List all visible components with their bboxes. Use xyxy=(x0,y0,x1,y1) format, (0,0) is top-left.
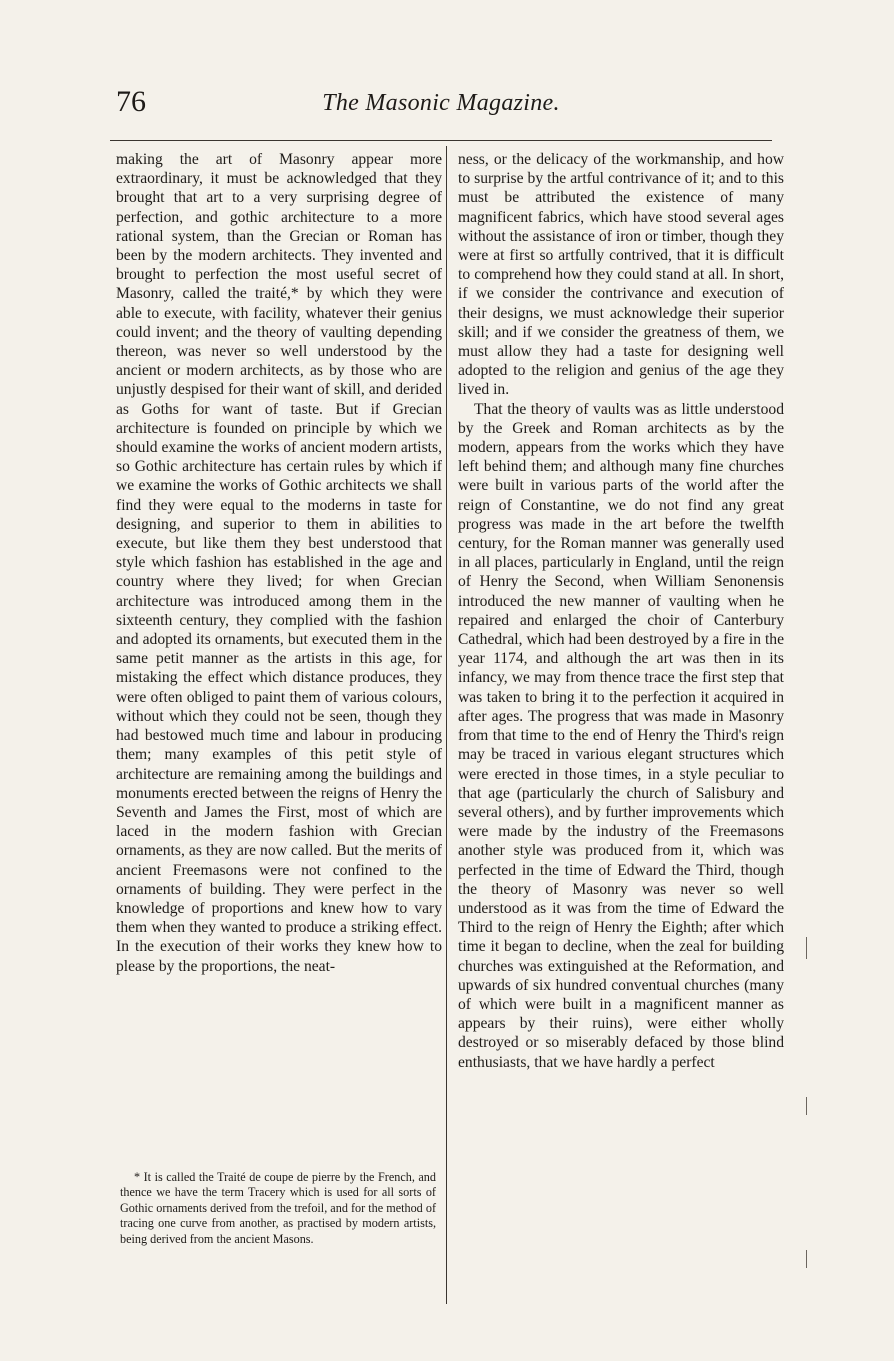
margin-mark xyxy=(806,937,807,959)
page-header xyxy=(110,82,772,128)
margin-mark xyxy=(806,1097,807,1115)
margin-mark xyxy=(806,1250,807,1268)
left-column xyxy=(116,150,442,976)
page-number: 76 xyxy=(116,85,146,118)
header-rule xyxy=(110,140,772,141)
footnote: * It is called the Traité de coupe de pierre by the French, and thence we have the term Tracery which is used for all sorts of Gothic ornaments derived from the trefoil, and for the method of tracing one curve from another, as practised by modern artists, being derived from the ancient Masons. xyxy=(120,1170,436,1246)
column-divider xyxy=(446,146,447,1304)
right-column xyxy=(458,150,784,1072)
right-paragraph-2: That the theory of vaults was as little understood by the Greek and Roman architects as by the modern, appears from the works which they have left behind them; and although many fine churches were built in various parts of the world after the reign of Constantine, we do not find any great progress was made in the art before the twelfth century, for the Roman manner was generally used in all places, particularly in England, until the reign of Henry the Second, when William Senonensis introduced the new manner of vaulting when he repaired and enlarged the choir of Canterbury Cathedral, which had been destroyed by a fire in the year 1174, and although the art was then in its infancy, we may from thence trace the first step that was taken to bring it to the perfection it acquired in after ages. The progress that was made in Masonry from that time to the end of Henry the Third's reign may be traced in various elegant structures which were erected in those times, in a style peculiar to that age (particularly the church of Salisbury and several others), and by further improvements which were made by the industry of the Freemasons another style was produced from it, which was perfected in the time of Edward the Third, though the theory of Masonry was never so well understood as it was from the time of Edward the Third to the reign of Henry the Eighth; after which time it began to decline, when the zeal for building churches was extinguished at the Reformation, and upwards of six hundred conventual churches (many of which were built in a magnificent manner as appears by their ruins), were either wholly destroyed or so miserably defaced by those blind enthusiasts, that we have hardly a perfect xyxy=(458,400,784,1071)
left-paragraph: making the art of Masonry appear more extraordinary, it must be acknowledged that they brought that art to a very surprising degree of perfection, and gothic architecture to a more rational system, than the Grecian or Roman has been by the modern architects. They invented and brought to perfection the most useful secret of Masonry, called the traité,* by which they were able to execute, with facility, whatever their genius could invent; and the theory of vaulting depending thereon, was never so well understood by the ancient or modern architects, as by those who are unjustly despised for their want of skill, and derided as Goths for want of taste. But if Grecian architecture is founded on principle by which we should examine the works of ancient modern artists, so Gothic architecture has certain rules by which if we examine the works of Gothic architects we shall find they were equal to the moderns in taste for designing, and superior to them in abilities to execute, but like them they best understood that style which fashion has established in the age and country where they lived; for when Grecian architecture was introduced among them in the sixteenth century, they complied with the fashion and adopted its ornaments, but executed them in the same petit manner as the artists in this age, for mistaking the effect which distance produces, they were often obliged to paint them of various colours, without which they could not be seen, though they had bestowed much time and labour in producing them; many examples of this petit style of architecture are remaining among the buildings and monuments erected between the reigns of Henry the Seventh and James the First, most of which are laced in the modern fashion with Grecian ornaments, as they are now called. But the merits of ancient Freemasons were not confined to the ornaments of building. They were perfect in the knowledge of proportions and knew how to vary them when they wanted to produce a striking effect. In the execution of their works they knew how to please by the proportions, the neat- xyxy=(116,151,442,975)
right-paragraph-1: ness, or the delicacy of the workmanship, and how to surprise by the artful contrivance of it; and to this must be attributed the existence of many magnificent fabrics, which have stood several ages without the assistance of iron or timber, though they were at first so artfully contrived, that it is difficult to comprehend how they could stand at all. In short, if we consider the contrivance and execution of their designs, we must acknowledge their superior skill; and if we consider the greatness of them, we must allow they had a taste for designing well adopted to the religion and genius of the age they lived in. xyxy=(458,151,784,399)
running-title: The Masonic Magazine. xyxy=(322,90,560,116)
